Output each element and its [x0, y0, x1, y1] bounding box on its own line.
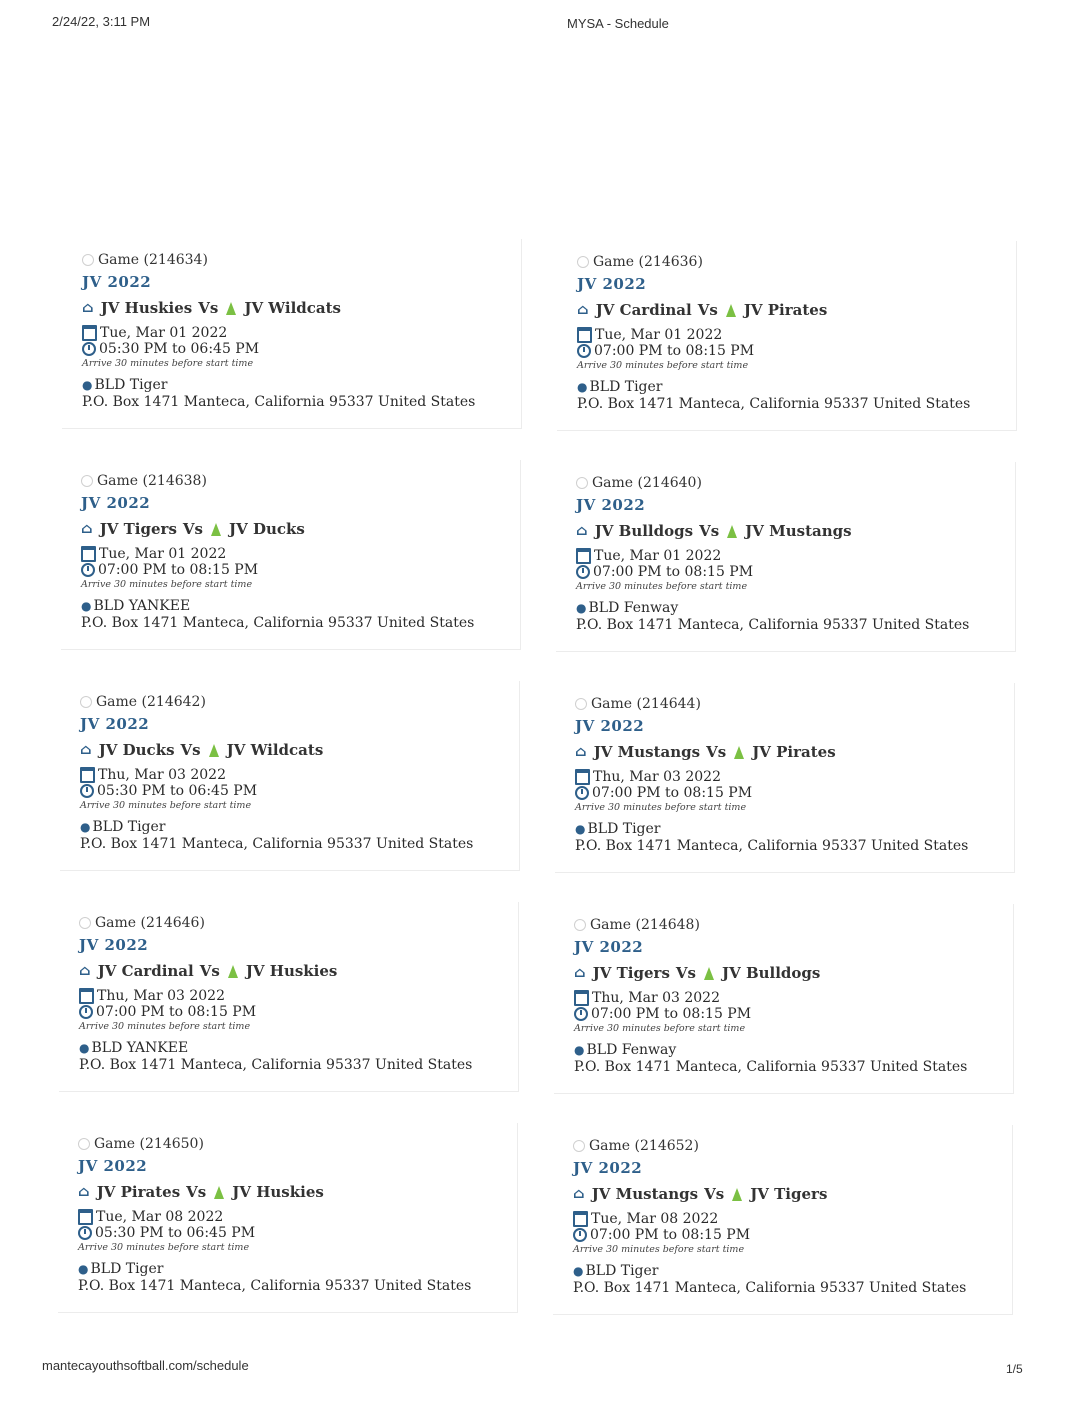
field-location[interactable]: BLD Tiger [587, 821, 661, 837]
clock-icon [81, 563, 95, 577]
print-title: MYSA - Schedule [567, 16, 669, 31]
away-team: JV Huskies [245, 962, 338, 980]
arrival-note: Arrive 30 minutes before start time [78, 1242, 250, 1253]
clock-icon [80, 784, 94, 798]
map-pin-icon: ● [79, 1041, 90, 1055]
home-icon: ⌂ [82, 300, 94, 316]
vs-label: Vs [699, 522, 720, 540]
game-card[interactable] [555, 683, 1015, 873]
arrival-note: Arrive 30 minutes before start time [79, 1021, 251, 1032]
clock-icon [82, 342, 96, 356]
field-address: P.O. Box 1471 Manteca, California 95337 United States [80, 836, 474, 852]
matchup [81, 520, 520, 538]
game-date: Tue, Mar 08 2022 [591, 1211, 719, 1227]
game-date: Thu, Mar 03 2022 [97, 988, 225, 1004]
calendar-icon [78, 1209, 93, 1225]
home-team: JV Ducks [98, 741, 175, 759]
arrival-note: Arrive 30 minutes before start time [574, 1023, 746, 1034]
season-label: JV 2022 [79, 936, 149, 954]
home-icon: ⌂ [577, 302, 589, 318]
game-time: 07:00 PM to 08:15 PM [591, 1006, 752, 1022]
away-icon [732, 1188, 742, 1201]
field-location[interactable]: BLD YANKEE [91, 1040, 189, 1056]
away-team: JV Pirates [743, 301, 828, 319]
away-team: JV Wildcats [244, 299, 341, 317]
calendar-icon [573, 1211, 588, 1227]
print-page-number: 1/5 [1006, 1362, 1023, 1376]
game-time: 07:00 PM to 08:15 PM [96, 1004, 257, 1020]
game-card[interactable] [59, 902, 519, 1092]
game-select-radio[interactable] [576, 477, 588, 489]
game-id: Game (214636) [593, 254, 703, 270]
game-card[interactable] [553, 1125, 1013, 1315]
calendar-icon [79, 988, 94, 1004]
map-pin-icon: ● [82, 378, 93, 392]
print-datetime: 2/24/22, 3:11 PM [52, 14, 151, 29]
matchup [79, 962, 518, 980]
arrival-note: Arrive 30 minutes before start time [81, 579, 253, 590]
away-icon [209, 744, 219, 757]
clock-icon [577, 344, 591, 358]
away-team: JV Bulldogs [721, 964, 821, 982]
game-select-radio[interactable] [79, 917, 91, 929]
game-id: Game (214642) [96, 694, 206, 710]
away-icon [226, 302, 236, 315]
clock-icon [574, 1007, 588, 1021]
map-pin-icon: ● [575, 822, 586, 836]
away-icon [214, 1186, 224, 1199]
clock-icon [575, 786, 589, 800]
game-date: Tue, Mar 01 2022 [99, 546, 227, 562]
game-card[interactable] [556, 462, 1016, 652]
home-team: JV Cardinal [97, 962, 194, 980]
away-icon [211, 523, 221, 536]
vs-label: Vs [186, 1183, 207, 1201]
home-team: JV Bulldogs [594, 522, 694, 540]
game-time: 07:00 PM to 08:15 PM [592, 785, 753, 801]
game-time: 05:30 PM to 06:45 PM [97, 783, 258, 799]
field-location[interactable]: BLD Tiger [589, 379, 663, 395]
calendar-icon [80, 767, 95, 783]
game-id: Game (214634) [98, 252, 208, 268]
map-pin-icon: ● [81, 599, 92, 613]
home-team: JV Tigers [592, 964, 670, 982]
season-label: JV 2022 [576, 496, 646, 514]
matchup [82, 299, 521, 317]
field-location[interactable]: BLD Fenway [588, 600, 679, 616]
game-time: 07:00 PM to 08:15 PM [590, 1227, 751, 1243]
vs-label: Vs [180, 741, 201, 759]
away-team: JV Mustangs [745, 522, 852, 540]
map-pin-icon: ● [80, 820, 91, 834]
field-address: P.O. Box 1471 Manteca, California 95337 United States [78, 1278, 472, 1294]
field-address: P.O. Box 1471 Manteca, California 95337 United States [577, 396, 971, 412]
season-label: JV 2022 [575, 717, 645, 735]
map-pin-icon: ● [576, 601, 587, 615]
vs-label: Vs [704, 1185, 725, 1203]
vs-label: Vs [675, 964, 696, 982]
away-team: JV Huskies [232, 1183, 324, 1201]
arrival-note: Arrive 30 minutes before start time [575, 802, 747, 813]
game-select-radio[interactable] [81, 475, 93, 487]
field-location[interactable]: BLD Tiger [94, 377, 168, 393]
map-pin-icon: ● [78, 1262, 89, 1276]
game-id: Game (214644) [591, 696, 701, 712]
season-label: JV 2022 [574, 938, 644, 956]
home-icon: ⌂ [573, 1186, 585, 1202]
arrival-note: Arrive 30 minutes before start time [573, 1244, 745, 1255]
vs-label: Vs [199, 962, 220, 980]
home-icon: ⌂ [80, 742, 92, 758]
matchup [573, 1185, 1012, 1203]
game-select-radio[interactable] [575, 698, 587, 710]
game-time: 05:30 PM to 06:45 PM [99, 341, 260, 357]
away-icon [727, 525, 737, 538]
print-url: mantecayouthsoftball.com/schedule [42, 1358, 249, 1373]
field-address: P.O. Box 1471 Manteca, California 95337 United States [576, 617, 970, 633]
game-card[interactable] [554, 904, 1014, 1094]
field-address: P.O. Box 1471 Manteca, California 95337 United States [82, 394, 476, 410]
game-card[interactable] [62, 239, 522, 429]
vs-label: Vs [182, 520, 203, 538]
map-pin-icon: ● [577, 380, 588, 394]
home-team: JV Cardinal [595, 301, 692, 319]
clock-icon [573, 1228, 587, 1242]
game-card[interactable] [58, 1123, 518, 1313]
field-address: P.O. Box 1471 Manteca, California 95337 United States [81, 615, 475, 631]
game-id: Game (214650) [94, 1136, 204, 1152]
away-icon [726, 304, 736, 317]
home-icon: ⌂ [576, 523, 588, 539]
game-id: Game (214652) [589, 1138, 699, 1154]
game-id: Game (214646) [95, 915, 205, 931]
calendar-icon [576, 548, 591, 564]
game-date: Tue, Mar 01 2022 [594, 548, 722, 564]
home-team: JV Huskies [100, 299, 193, 317]
matchup [574, 964, 1013, 982]
home-icon: ⌂ [81, 521, 93, 537]
game-time: 07:00 PM to 08:15 PM [594, 343, 755, 359]
field-address: P.O. Box 1471 Manteca, California 95337 United States [575, 838, 969, 854]
game-date: Tue, Mar 08 2022 [96, 1209, 224, 1225]
season-label: JV 2022 [81, 494, 151, 512]
calendar-icon [81, 546, 96, 562]
calendar-icon [577, 327, 592, 343]
game-time: 05:30 PM to 06:45 PM [95, 1225, 256, 1241]
field-location[interactable]: BLD Tiger [90, 1261, 164, 1277]
calendar-icon [574, 990, 589, 1006]
map-pin-icon: ● [574, 1043, 585, 1057]
vs-label: Vs [198, 299, 219, 317]
game-id: Game (214638) [97, 473, 207, 489]
game-card[interactable] [60, 681, 520, 871]
home-team: JV Mustangs [591, 1185, 699, 1203]
vs-label: Vs [706, 743, 727, 761]
field-location[interactable]: BLD Tiger [92, 819, 166, 835]
field-address: P.O. Box 1471 Manteca, California 95337 United States [573, 1280, 967, 1296]
game-date: Tue, Mar 01 2022 [595, 327, 723, 343]
home-team: JV Pirates [96, 1183, 181, 1201]
matchup [575, 743, 1014, 761]
game-select-radio[interactable] [80, 696, 92, 708]
matchup [80, 741, 519, 759]
map-pin-icon: ● [573, 1264, 584, 1278]
season-label: JV 2022 [577, 275, 647, 293]
season-label: JV 2022 [82, 273, 152, 291]
away-team: JV Ducks [228, 520, 305, 538]
field-address: P.O. Box 1471 Manteca, California 95337 United States [574, 1059, 968, 1075]
home-icon: ⌂ [78, 1184, 90, 1200]
field-location[interactable]: BLD Tiger [585, 1263, 659, 1279]
away-team: JV Wildcats [226, 741, 324, 759]
game-select-radio[interactable] [573, 1140, 585, 1152]
matchup [577, 301, 1016, 319]
game-card[interactable] [557, 241, 1017, 431]
arrival-note: Arrive 30 minutes before start time [80, 800, 252, 811]
clock-icon [576, 565, 590, 579]
game-select-radio[interactable] [82, 254, 94, 266]
matchup [78, 1183, 517, 1201]
game-date: Thu, Mar 03 2022 [593, 769, 721, 785]
home-icon: ⌂ [574, 965, 586, 981]
game-select-radio[interactable] [574, 919, 586, 931]
arrival-note: Arrive 30 minutes before start time [577, 360, 749, 371]
game-date: Thu, Mar 03 2022 [592, 990, 720, 1006]
game-time: 07:00 PM to 08:15 PM [98, 562, 259, 578]
game-id: Game (214640) [592, 475, 702, 491]
field-location[interactable]: BLD Fenway [586, 1042, 677, 1058]
clock-icon [79, 1005, 93, 1019]
game-id: Game (214648) [590, 917, 700, 933]
game-time: 07:00 PM to 08:15 PM [593, 564, 754, 580]
season-label: JV 2022 [573, 1159, 643, 1177]
away-icon [734, 746, 744, 759]
away-team: JV Pirates [752, 743, 836, 761]
home-team: JV Tigers [99, 520, 177, 538]
game-select-radio[interactable] [78, 1138, 90, 1150]
game-date: Tue, Mar 01 2022 [100, 325, 228, 341]
season-label: JV 2022 [80, 715, 150, 733]
away-icon [228, 965, 238, 978]
away-team: JV Tigers [750, 1185, 828, 1203]
away-icon [704, 967, 714, 980]
game-date: Thu, Mar 03 2022 [98, 767, 226, 783]
season-label: JV 2022 [78, 1157, 148, 1175]
home-team: JV Mustangs [593, 743, 701, 761]
calendar-icon [82, 325, 97, 341]
calendar-icon [575, 769, 590, 785]
home-icon: ⌂ [79, 963, 91, 979]
game-select-radio[interactable] [577, 256, 589, 268]
matchup [576, 522, 1015, 540]
vs-label: Vs [697, 301, 718, 319]
arrival-note: Arrive 30 minutes before start time [82, 358, 254, 369]
game-card[interactable] [61, 460, 521, 650]
arrival-note: Arrive 30 minutes before start time [576, 581, 748, 592]
home-icon: ⌂ [575, 744, 587, 760]
field-address: P.O. Box 1471 Manteca, California 95337 United States [79, 1057, 473, 1073]
clock-icon [78, 1226, 92, 1240]
field-location[interactable]: BLD YANKEE [93, 598, 191, 614]
